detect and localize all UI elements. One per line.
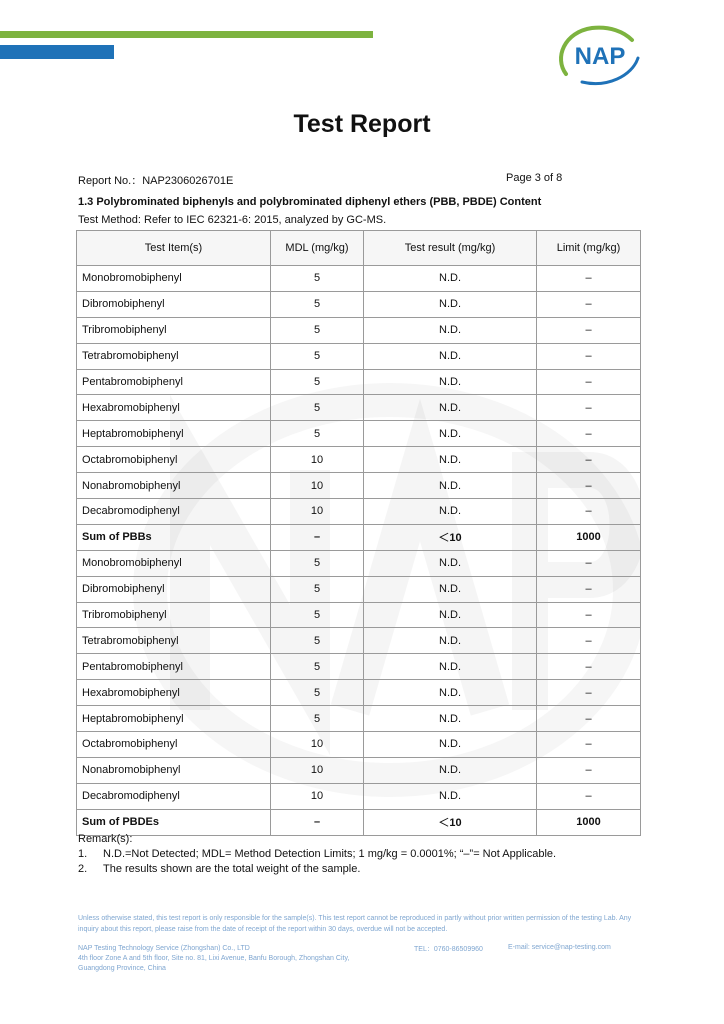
header-green-bar [0, 31, 373, 38]
cell-test-result: N.D. [364, 576, 537, 602]
cell-limit: – [537, 473, 641, 499]
footer-address-line-2: Guangdong Province, China [78, 965, 166, 972]
remark-text: N.D.=Not Detected; MDL= Method Detection Limits; 1 mg/kg = 0.0001%; “–”= Not Applicable. [103, 848, 557, 860]
cell-test-item: Monobromobiphenyl [77, 266, 271, 292]
cell-test-item: Tetrabromobiphenyl [77, 628, 271, 654]
report-number: Report No.：NAP2306026701E [78, 175, 234, 187]
cell-limit: – [537, 291, 641, 317]
table-row [77, 317, 641, 343]
cell-test-item: Tribromobiphenyl [77, 317, 271, 343]
table-row [77, 550, 641, 576]
header-test-result: Test result (mg/kg) [364, 231, 537, 266]
cell-test-result: N.D. [364, 706, 537, 732]
cell-limit: – [537, 783, 641, 809]
cell-mdl: 5 [271, 576, 364, 602]
cell-limit: – [537, 602, 641, 628]
footer-company: NAP Testing Technology Service (Zhongshan) Co., LTD [78, 945, 250, 952]
cell-mdl: 10 [271, 473, 364, 499]
cell-mdl: 10 [271, 732, 364, 758]
cell-test-result: N.D. [364, 499, 537, 525]
table-row [77, 706, 641, 732]
table-row [77, 628, 641, 654]
table-row [77, 576, 641, 602]
cell-mdl: 5 [271, 395, 364, 421]
test-method: Test Method: Refer to IEC 62321-6: 2015, analyzed by GC-MS. [78, 214, 387, 226]
table-row [77, 473, 641, 499]
cell-mdl: 5 [271, 266, 364, 292]
cell-mdl: 5 [271, 291, 364, 317]
table-row [77, 654, 641, 680]
cell-limit: – [537, 369, 641, 395]
nap-logo [552, 22, 644, 88]
cell-test-result: N.D. [364, 421, 537, 447]
table-row [77, 369, 641, 395]
cell-test-result: N.D. [364, 757, 537, 783]
cell-test-result: N.D. [364, 266, 537, 292]
table-row [77, 343, 641, 369]
header-mdl: MDL (mg/kg) [271, 231, 364, 266]
cell-limit: – [537, 266, 641, 292]
cell-limit: – [537, 499, 641, 525]
cell-test-result: N.D. [364, 680, 537, 706]
cell-mdl: 5 [271, 550, 364, 576]
cell-test-result: N.D. [364, 343, 537, 369]
cell-test-result: N.D. [364, 783, 537, 809]
table-row [77, 783, 641, 809]
page-title: Test Report [293, 110, 431, 138]
cell-limit: – [537, 680, 641, 706]
footer-telephone: TEL：0760-86509960 [414, 946, 483, 953]
cell-test-result: N.D. [364, 654, 537, 680]
cell-mdl: 5 [271, 706, 364, 732]
cell-test-item: Decabromodiphenyl [77, 783, 271, 809]
cell-test-item: Pentabromobiphenyl [77, 369, 271, 395]
cell-test-result: N.D. [364, 317, 537, 343]
table-row [77, 757, 641, 783]
remark-number: 2. [78, 863, 88, 875]
cell-mdl: 5 [271, 680, 364, 706]
cell-test-item: Hexabromobiphenyl [77, 680, 271, 706]
footer-disclaimer: Unless otherwise stated, this test report is only responsible for the sample(s). This test report cannot be reproduced in partly without prior written permission of the testing Lab. Any inquiry about this report, please raise from the date of receipt of the report within 30 days, overdue will not be accepted. [78, 915, 632, 933]
page-number: Page 3 of 8 [506, 172, 563, 184]
results-table [76, 230, 641, 836]
cell-limit: – [537, 343, 641, 369]
cell-limit: 1000 [537, 809, 641, 835]
footer-email: E-mail: service@nap-testing.com [508, 944, 611, 951]
cell-test-item: Pentabromobiphenyl [77, 654, 271, 680]
cell-limit: – [537, 628, 641, 654]
cell-test-item: Monobromobiphenyl [77, 550, 271, 576]
cell-limit: – [537, 550, 641, 576]
cell-limit: – [537, 757, 641, 783]
cell-test-result: ＜10 [364, 524, 537, 550]
cell-limit: – [537, 706, 641, 732]
cell-mdl: 10 [271, 783, 364, 809]
cell-test-item: Nonabromobiphenyl [77, 473, 271, 499]
remark-number: 1. [78, 848, 88, 860]
remarks [78, 832, 556, 877]
cell-mdl: 5 [271, 369, 364, 395]
table-row [77, 447, 641, 473]
cell-test-item: Sum of PBDEs [77, 809, 271, 835]
cell-test-item: Heptabromobiphenyl [77, 706, 271, 732]
cell-test-result: N.D. [364, 291, 537, 317]
cell-mdl: 5 [271, 628, 364, 654]
logo-text: NAP [574, 43, 626, 70]
cell-mdl: 5 [271, 421, 364, 447]
table-row [77, 421, 641, 447]
cell-test-item: Dibromobiphenyl [77, 291, 271, 317]
cell-test-result: N.D. [364, 550, 537, 576]
cell-mdl: 5 [271, 654, 364, 680]
cell-mdl: – [271, 809, 364, 835]
table-row [77, 266, 641, 292]
remarks-heading: Remark(s): [78, 833, 133, 845]
cell-limit: – [537, 447, 641, 473]
cell-limit: – [537, 421, 641, 447]
header-blue-bar [0, 45, 114, 59]
table-row [77, 291, 641, 317]
cell-test-result: N.D. [364, 628, 537, 654]
cell-test-item: Heptabromobiphenyl [77, 421, 271, 447]
cell-test-result: N.D. [364, 369, 537, 395]
cell-test-result: N.D. [364, 473, 537, 499]
cell-mdl: – [271, 524, 364, 550]
cell-limit: – [537, 576, 641, 602]
table-row [77, 602, 641, 628]
header-test-item: Test Item(s) [77, 231, 271, 266]
header-limit: Limit (mg/kg) [537, 231, 641, 266]
footer-address-line-1: 4th floor Zone A and 5th floor, Site no. 81, Lixi Avenue, Banfu Borough, Zhongshan City, [78, 955, 350, 962]
cell-limit: – [537, 732, 641, 758]
cell-test-result: N.D. [364, 602, 537, 628]
cell-test-item: Sum of PBBs [77, 524, 271, 550]
section-title: 1.3 Polybrominated biphenyls and polybrominated diphenyl ethers (PBB, PBDE) Content [78, 196, 542, 208]
cell-test-item: Hexabromobiphenyl [77, 395, 271, 421]
footer-company-block [78, 944, 408, 974]
cell-mdl: 10 [271, 447, 364, 473]
cell-mdl: 10 [271, 499, 364, 525]
cell-limit: 1000 [537, 524, 641, 550]
cell-mdl: 5 [271, 343, 364, 369]
cell-test-item: Tribromobiphenyl [77, 602, 271, 628]
table-row [77, 395, 641, 421]
remark-item [78, 847, 556, 862]
cell-test-result: N.D. [364, 447, 537, 473]
remark-text: The results shown are the total weight of the sample. [103, 863, 361, 875]
cell-mdl: 5 [271, 602, 364, 628]
table-sum-row [77, 524, 641, 550]
cell-test-item: Dibromobiphenyl [77, 576, 271, 602]
table-row [77, 499, 641, 525]
table-row [77, 732, 641, 758]
cell-test-result: ＜10 [364, 809, 537, 835]
cell-mdl: 5 [271, 317, 364, 343]
cell-mdl: 10 [271, 757, 364, 783]
cell-test-item: Octabromobiphenyl [77, 732, 271, 758]
cell-test-item: Decabromodiphenyl [77, 499, 271, 525]
cell-limit: – [537, 317, 641, 343]
table-header-row [77, 231, 641, 266]
cell-test-item: Tetrabromobiphenyl [77, 343, 271, 369]
cell-test-result: N.D. [364, 395, 537, 421]
cell-limit: – [537, 654, 641, 680]
cell-test-item: Octabromobiphenyl [77, 447, 271, 473]
remark-item [78, 862, 556, 877]
cell-test-result: N.D. [364, 732, 537, 758]
table-row [77, 680, 641, 706]
cell-limit: – [537, 395, 641, 421]
cell-test-item: Nonabromobiphenyl [77, 757, 271, 783]
